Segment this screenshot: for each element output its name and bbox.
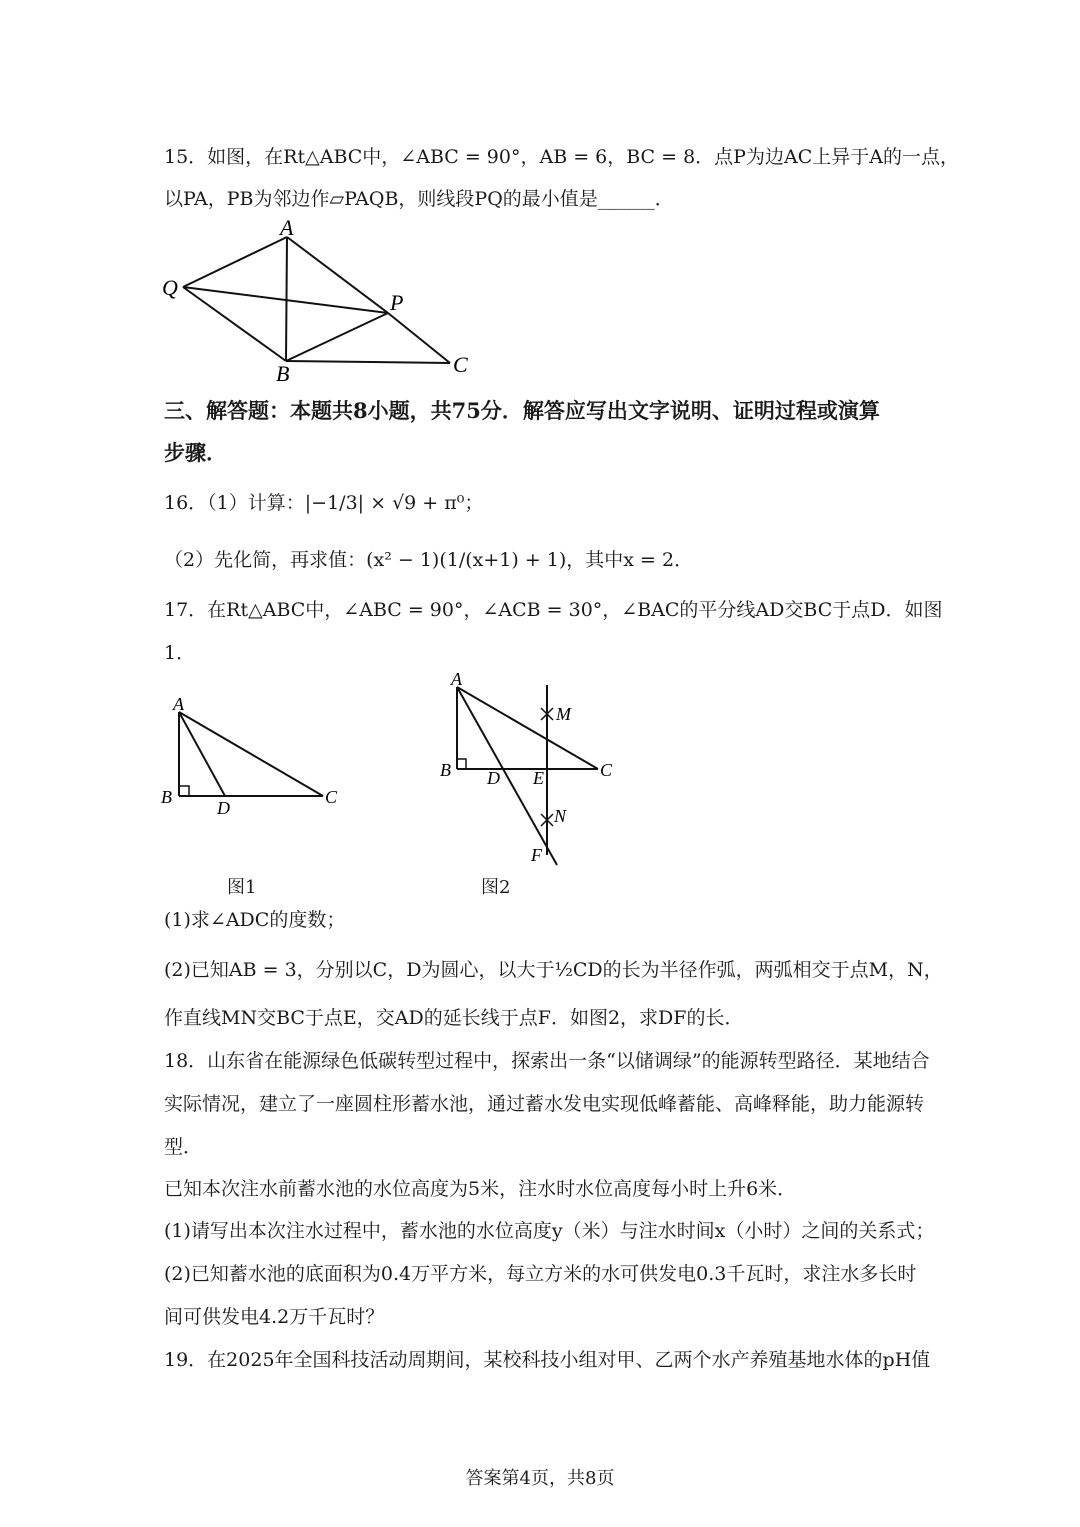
label-B: B xyxy=(276,361,290,386)
q18-part2-line2: 间可供发电4.2万千瓦时？ xyxy=(164,1306,385,1328)
q17-part1: (1)求∠ADC的度数； xyxy=(164,909,346,931)
q18-line3: 型． xyxy=(164,1136,203,1158)
edge-BP xyxy=(286,313,388,361)
edge-BC xyxy=(286,361,450,363)
q17-part2-line2: 作直线MN交BC于点E，交AD的延长线于点F．如图2，求DF的长． xyxy=(164,1007,744,1029)
q19-line1: 19．在2025年全国科技活动周期间，某校科技小组对甲、乙两个水产养殖基地水体的pH值 xyxy=(164,1349,931,1371)
label-E: E xyxy=(533,768,544,788)
q17-part2-line1: (2)已知AB = 3，分别以C，D为圆心，以大于½CD的长为半径作弧，两弧相交于点M，N， xyxy=(164,959,943,981)
q18-line2: 实际情况，建立了一座圆柱形蓄水池，通过蓄水发电实现低峰蓄能、高峰释能，助力能源转 xyxy=(164,1093,925,1115)
label-B: B xyxy=(161,787,172,807)
label-D: D xyxy=(217,798,230,818)
q18-line1: 18．山东省在能源绿色低碳转型过程中，探索出一条“以储调绿”的能源转型路径．某地结合 xyxy=(164,1050,930,1072)
label-C: C xyxy=(453,352,468,377)
q17-figure1 xyxy=(155,690,355,825)
q15-line2: 以PA，PB为邻边作▱PAQB，则线段PQ的最小值是______． xyxy=(164,188,674,210)
label-Q: Q xyxy=(162,275,178,300)
q16-part1: 16．（1）计算：|−1/3| × √9 + π⁰； xyxy=(164,492,484,514)
q18-part2-line1: (2)已知蓄水池的底面积为0.4万平方米，每立方米的水可供发电0.3千瓦时，求注水多长时 xyxy=(164,1263,917,1285)
q17-line1: 17．在Rt△ABC中，∠ABC = 90°，∠ACB = 30°，∠BAC的平分线AD交BC于点D．如图 xyxy=(164,599,943,621)
label-P: P xyxy=(390,290,404,315)
q15-line1: 15．如图，在Rt△ABC中，∠ABC = 90°，AB = 6，BC = 8．点P为边AC上异于A的一点， xyxy=(164,146,959,168)
label-N: N xyxy=(554,806,567,826)
fig2-caption: 图2 xyxy=(481,877,511,898)
label-B: B xyxy=(440,760,451,780)
edge-AB xyxy=(286,237,287,361)
q16-part2: （2）先化简，再求值：(x² − 1)(1/(x+1) + 1)，其中x = 2． xyxy=(164,549,694,571)
label-A: A xyxy=(280,215,294,240)
q15-figure xyxy=(150,215,490,390)
label-C: C xyxy=(325,787,338,807)
label-A: A xyxy=(451,669,462,689)
label-A: A xyxy=(173,694,184,714)
section3-heading-line2: 步骤． xyxy=(164,440,227,465)
label-D: D xyxy=(487,768,500,788)
page-footer: 答案第4页，共8页 xyxy=(465,1468,615,1489)
edge-PC xyxy=(388,313,450,363)
q18-part1: (1)请写出本次注水过程中，蓄水池的水位高度y（米）与注水时间x（小时）之间的关系式； xyxy=(164,1220,935,1242)
q18-line4: 已知本次注水前蓄水池的水位高度为5米，注水时水位高度每小时上升6米． xyxy=(164,1178,797,1200)
edge-AC xyxy=(179,712,323,796)
label-M: M xyxy=(556,704,571,724)
q17-figure2 xyxy=(430,665,630,870)
q17-line2: 1． xyxy=(164,642,196,664)
right-angle-mark xyxy=(457,759,466,769)
edge-AC xyxy=(457,687,598,769)
edge-AQ xyxy=(183,237,287,287)
section3-heading-line1: 三、解答题：本题共8小题，共75分．解答应写出文字说明、证明过程或演算 xyxy=(164,398,880,423)
fig1-caption: 图1 xyxy=(227,877,257,898)
label-F: F xyxy=(531,845,542,865)
right-angle-mark xyxy=(179,786,189,796)
label-C: C xyxy=(600,760,613,780)
